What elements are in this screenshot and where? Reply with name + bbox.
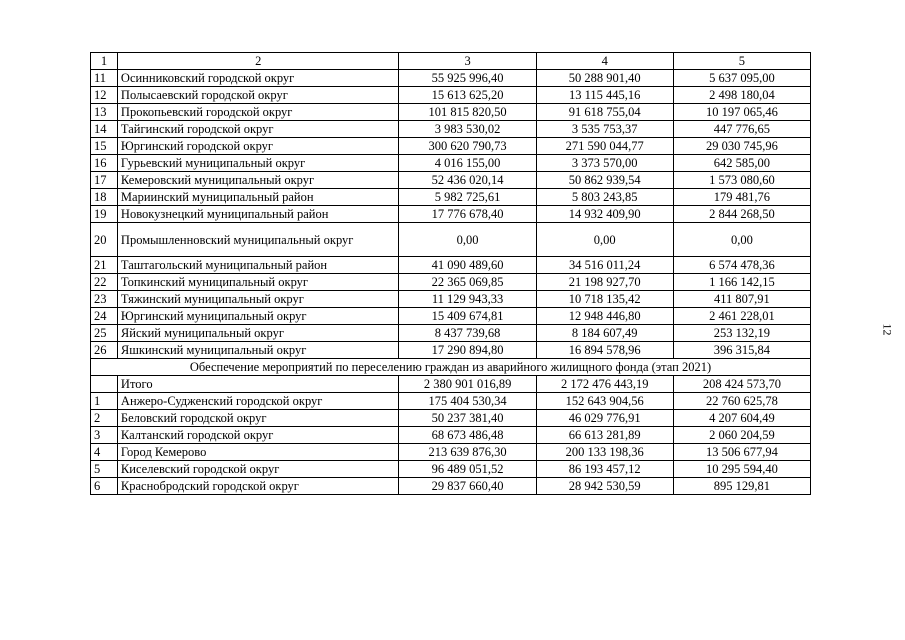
amount-col4: 28 942 530,59 [536, 478, 673, 495]
table-row [91, 206, 811, 223]
municipality-name: Гурьевский муниципальный округ [117, 155, 399, 172]
amount-col5: 29 030 745,96 [673, 138, 810, 155]
table-row [91, 189, 811, 206]
amount-col3: 2 380 901 016,89 [399, 376, 536, 393]
table-row [91, 87, 811, 104]
row-number: 18 [91, 189, 118, 206]
row-number: 14 [91, 121, 118, 138]
amount-col5: 642 585,00 [673, 155, 810, 172]
municipality-name: Юргинский городской округ [117, 138, 399, 155]
row-number: 11 [91, 70, 118, 87]
amount-col3: 5 982 725,61 [399, 189, 536, 206]
budget-table [90, 52, 811, 495]
section-row [91, 359, 811, 376]
row-number: 21 [91, 257, 118, 274]
amount-col4: 3 535 753,37 [536, 121, 673, 138]
amount-col5: 10 197 065,46 [673, 104, 810, 121]
amount-col5: 4 207 604,49 [673, 410, 810, 427]
amount-col3: 29 837 660,40 [399, 478, 536, 495]
municipality-name: Новокузнецкий муниципальный район [117, 206, 399, 223]
table-row [91, 393, 811, 410]
municipality-name: Яшкинский муниципальный округ [117, 342, 399, 359]
municipality-name: Город Кемерово [117, 444, 399, 461]
amount-col4: 200 133 198,36 [536, 444, 673, 461]
row-number: 20 [91, 223, 118, 257]
amount-col3: 15 613 625,20 [399, 87, 536, 104]
row-number: 15 [91, 138, 118, 155]
municipality-name: Яйский муниципальный округ [117, 325, 399, 342]
header-cell: 4 [536, 53, 673, 70]
row-number: 16 [91, 155, 118, 172]
municipality-name: Итого [117, 376, 399, 393]
amount-col5: 208 424 573,70 [673, 376, 810, 393]
amount-col4: 66 613 281,89 [536, 427, 673, 444]
table-row [91, 172, 811, 189]
table-row [91, 444, 811, 461]
header-row [91, 53, 811, 70]
municipality-name: Полысаевский городской округ [117, 87, 399, 104]
amount-col5: 895 129,81 [673, 478, 810, 495]
amount-col5: 2 060 204,59 [673, 427, 810, 444]
amount-col4: 91 618 755,04 [536, 104, 673, 121]
amount-col5: 2 461 228,01 [673, 308, 810, 325]
section-title: Обеспечение мероприятий по переселению граждан из аварийного жилищного фонда (этап 2021) [91, 359, 811, 376]
municipality-name: Прокопьевский городской округ [117, 104, 399, 121]
row-number: 1 [91, 393, 118, 410]
municipality-name: Осинниковский городской округ [117, 70, 399, 87]
amount-col4: 16 894 578,96 [536, 342, 673, 359]
table-row [91, 325, 811, 342]
row-number: 5 [91, 461, 118, 478]
amount-col5: 411 807,91 [673, 291, 810, 308]
municipality-name: Промышленновский муниципальный округ [117, 223, 399, 257]
table-row [91, 274, 811, 291]
table-row [91, 155, 811, 172]
amount-col5: 6 574 478,36 [673, 257, 810, 274]
amount-col4: 10 718 135,42 [536, 291, 673, 308]
amount-col3: 22 365 069,85 [399, 274, 536, 291]
municipality-name: Киселевский городской округ [117, 461, 399, 478]
amount-col5: 2 498 180,04 [673, 87, 810, 104]
amount-col3: 4 016 155,00 [399, 155, 536, 172]
amount-col4: 2 172 476 443,19 [536, 376, 673, 393]
municipality-name: Юргинский муниципальный округ [117, 308, 399, 325]
amount-col4: 3 373 570,00 [536, 155, 673, 172]
amount-col4: 152 643 904,56 [536, 393, 673, 410]
amount-col4: 86 193 457,12 [536, 461, 673, 478]
table-row [91, 223, 811, 257]
amount-col3: 11 129 943,33 [399, 291, 536, 308]
row-number: 25 [91, 325, 118, 342]
row-number: 13 [91, 104, 118, 121]
amount-col4: 12 948 446,80 [536, 308, 673, 325]
amount-col3: 52 436 020,14 [399, 172, 536, 189]
municipality-name: Тайгинский городской округ [117, 121, 399, 138]
table-row [91, 410, 811, 427]
row-number: 24 [91, 308, 118, 325]
municipality-name: Калтанский городской округ [117, 427, 399, 444]
row-number: 22 [91, 274, 118, 291]
amount-col4: 14 932 409,90 [536, 206, 673, 223]
amount-col5: 2 844 268,50 [673, 206, 810, 223]
header-cell: 1 [91, 53, 118, 70]
amount-col4: 271 590 044,77 [536, 138, 673, 155]
amount-col3: 68 673 486,48 [399, 427, 536, 444]
amount-col5: 179 481,76 [673, 189, 810, 206]
municipality-name: Анжеро-Судженский городской округ [117, 393, 399, 410]
row-number: 6 [91, 478, 118, 495]
table-row [91, 138, 811, 155]
row-number: 4 [91, 444, 118, 461]
amount-col3: 175 404 530,34 [399, 393, 536, 410]
row-number: 19 [91, 206, 118, 223]
amount-col5: 1 166 142,15 [673, 274, 810, 291]
table-row [91, 257, 811, 274]
amount-col4: 8 184 607,49 [536, 325, 673, 342]
amount-col3: 8 437 739,68 [399, 325, 536, 342]
amount-col3: 300 620 790,73 [399, 138, 536, 155]
amount-col4: 0,00 [536, 223, 673, 257]
row-number: 23 [91, 291, 118, 308]
amount-col3: 50 237 381,40 [399, 410, 536, 427]
row-number [91, 376, 118, 393]
header-cell: 5 [673, 53, 810, 70]
amount-col5: 447 776,65 [673, 121, 810, 138]
row-number: 3 [91, 427, 118, 444]
amount-col3: 0,00 [399, 223, 536, 257]
amount-col3: 213 639 876,30 [399, 444, 536, 461]
table-row [91, 104, 811, 121]
amount-col3: 55 925 996,40 [399, 70, 536, 87]
row-number: 12 [91, 87, 118, 104]
amount-col3: 41 090 489,60 [399, 257, 536, 274]
amount-col3: 101 815 820,50 [399, 104, 536, 121]
header-cell: 3 [399, 53, 536, 70]
row-number: 26 [91, 342, 118, 359]
municipality-name: Топкинский муниципальный округ [117, 274, 399, 291]
amount-col4: 50 862 939,54 [536, 172, 673, 189]
amount-col5: 22 760 625,78 [673, 393, 810, 410]
table-row [91, 121, 811, 138]
amount-col4: 13 115 445,16 [536, 87, 673, 104]
amount-col4: 46 029 776,91 [536, 410, 673, 427]
page-number: 12 [880, 323, 895, 336]
amount-col3: 15 409 674,81 [399, 308, 536, 325]
table-row [91, 291, 811, 308]
table-row [91, 342, 811, 359]
amount-col5: 13 506 677,94 [673, 444, 810, 461]
row-number: 2 [91, 410, 118, 427]
municipality-name: Тяжинский муниципальный округ [117, 291, 399, 308]
amount-col3: 96 489 051,52 [399, 461, 536, 478]
amount-col5: 5 637 095,00 [673, 70, 810, 87]
table-row [91, 308, 811, 325]
municipality-name: Кемеровский муниципальный округ [117, 172, 399, 189]
amount-col5: 10 295 594,40 [673, 461, 810, 478]
amount-col5: 1 573 080,60 [673, 172, 810, 189]
municipality-name: Мариинский муниципальный район [117, 189, 399, 206]
total-row [91, 376, 811, 393]
row-number: 17 [91, 172, 118, 189]
amount-col5: 396 315,84 [673, 342, 810, 359]
amount-col4: 5 803 243,85 [536, 189, 673, 206]
amount-col4: 50 288 901,40 [536, 70, 673, 87]
table-row [91, 461, 811, 478]
amount-col5: 253 132,19 [673, 325, 810, 342]
amount-col3: 3 983 530,02 [399, 121, 536, 138]
table-row [91, 70, 811, 87]
header-cell: 2 [117, 53, 399, 70]
municipality-name: Таштагольский муниципальный район [117, 257, 399, 274]
amount-col3: 17 290 894,80 [399, 342, 536, 359]
amount-col3: 17 776 678,40 [399, 206, 536, 223]
table-row [91, 427, 811, 444]
municipality-name: Краснобродский городской округ [117, 478, 399, 495]
municipality-name: Беловский городской округ [117, 410, 399, 427]
table-row [91, 478, 811, 495]
amount-col4: 34 516 011,24 [536, 257, 673, 274]
amount-col5: 0,00 [673, 223, 810, 257]
amount-col4: 21 198 927,70 [536, 274, 673, 291]
